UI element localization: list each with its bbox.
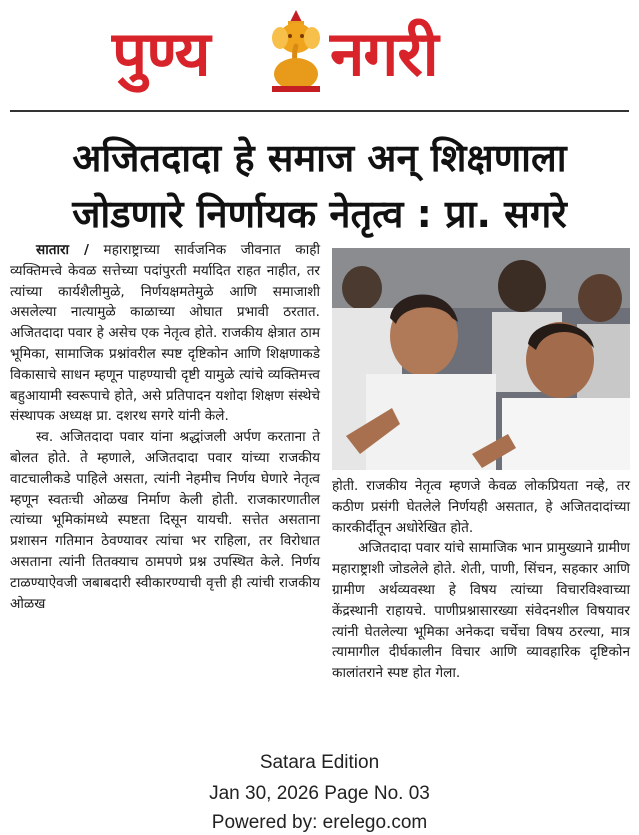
headline-line-1: अजितदादा हे समाज अन् शिक्षणाला [72, 136, 567, 180]
article-paragraph-1 [10, 240, 320, 427]
masthead-divider [10, 110, 629, 112]
article-paragraph-3: अजितदादा पवार यांचे सामाजिक भान प्रामुख्याने ग्रामीण महाराष्ट्राशी जोडलेले होते. शेती, पाणी, सिंचन, सहकार आणि ग्रामीण अर्थव्यवस्था हे विषय त्यांच्या विचारविश्वाच्या केंद्रस्थानी राहायचे. पाणीप्रश्नासारख्या संवेदनशील विषयावर त्यांनी घेतलेल्या भूमिका अनेकदा चर्चेचा विषय ठरल्या, मात्र त्यामागील दीर्घकालीन विचार आणि व्यावहारिक दृष्टिकोन कालांतराने स्पष्ट होत गेला. [332, 540, 630, 682]
dateline: सातारा / [36, 242, 89, 258]
article-paragraph-2: स्व. अजितदादा पवार यांना श्रद्धांजली अर्पण करताना ते बोलत होते. ते म्हणाले, अजितदादा पवार यांच्या राजकीय वाटचालीकडे पाहिले असता, त्यांनी नेहमीच निर्णय घेणारे नेतृत्व म्हणून स्वतःची ओळख निर्माण केली होती. राजकारणातील त्यांच्या भूमिकांमध्ये स्पष्टता दिसून यायची. सत्तेत असताना प्रशासन गतिमान ठेवण्यावर त्यांचा भर राहिला, तर विरोधात असताना त्यांनी तितक्याच ठामपणे प्रश्न उपस्थित केले. निर्णय टाळण्याऐवजी जबाबदारी स्वीकारण्याची वृत्ती ही त्यांची राजकीय ओळख [10, 429, 320, 612]
article-paragraph-2-continued: होती. राजकीय नेतृत्व म्हणजे केवळ लोकप्रियता नव्हे, तर कठीण प्रसंगी घेतलेले निर्णयही असतात, हे अजितदादांच्या कारकीर्दीतून अधोरेखित होते. [332, 478, 630, 536]
article-column-left [10, 240, 320, 614]
masthead-left-word: पुण्य [112, 17, 210, 90]
footer-powered-by: Powered by: erelego.com [211, 812, 428, 833]
paragraph-1-text: महाराष्ट्राच्या सार्वजनिक जीवनात काही व्यक्तिमत्त्वे केवळ सत्तेच्या पदांपुरती मर्यादित राहत नाहीत, तर त्यांच्या कार्यशैलीमुळे, निर्णयक्षमतेमुळे आणि समाजाशी असलेल्या नात्यामुळे काळाच्या ओघात प्रभावी ठरतात. अजितदादा पवार हे असेच एक नेतृत्व होते. राजकीय क्षेत्रात ठाम भूमिका, सामाजिक प्रश्नांवरील स्पष्ट दृष्टिकोन आणि शिक्षणाकडे विकासाचे साधन म्हणून पाहण्याची दृष्टी यामुळे त्यांचे व्यक्तिमत्त्व बहुआयामी स्वरूपाचे होते, असे प्रतिपादन यशोदा शिक्षण संस्थेचे संस्थापक अध्यक्ष प्रा. दशरथ सगरे यांनी केले. [10, 242, 320, 425]
news-photo [332, 248, 630, 470]
ganesh-logo-icon [262, 6, 330, 96]
masthead-right-word: नगरी [330, 17, 438, 90]
footer-edition: Satara Edition [259, 752, 380, 773]
headline-line-2: जोडणारे निर्णायक नेतृत्व : प्रा. सगरे [72, 192, 567, 236]
article-column-right [332, 476, 630, 684]
masthead [0, 0, 639, 108]
photo-illustration [332, 248, 630, 470]
footer-date-page: Jan 30, 2026 Page No. 03 [209, 783, 430, 804]
